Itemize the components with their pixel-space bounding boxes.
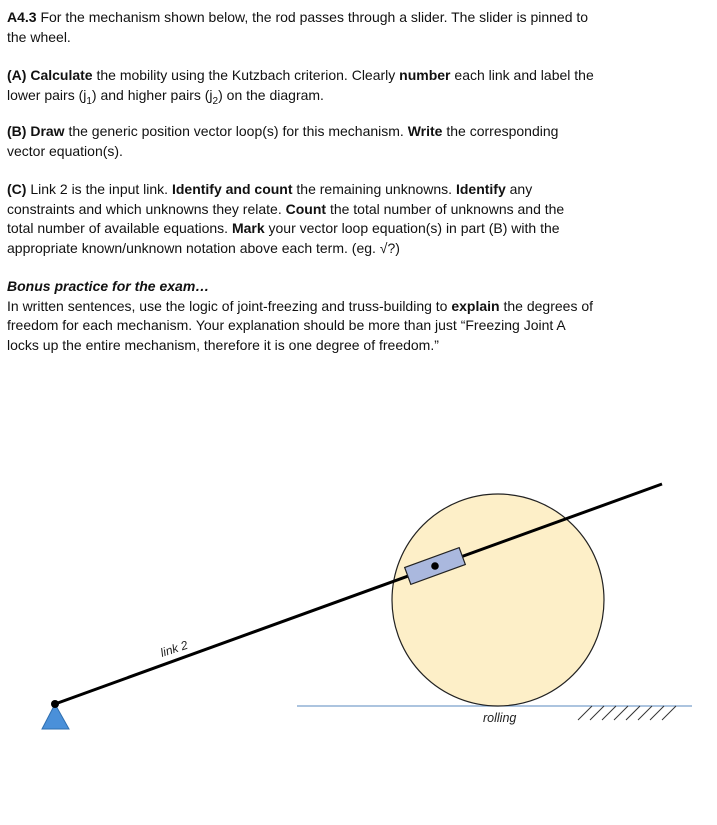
problem-number: A4.3 xyxy=(7,9,37,25)
bonus-section: Bonus practice for the exam… In written sentences, use the logic of joint-freezing and truss-building to explain the degrees of freedom for each mechanism. Your explanation should be more than just “Freezing Joint A locks up the entire mechanism, therefore it is one degree of freedom.” xyxy=(7,278,594,353)
pivot-pin xyxy=(51,700,59,708)
part-b: (B) Draw the generic position vector loop(s) for this mechanism. Write the corresponding vector equation(s). xyxy=(7,123,559,159)
part-a: (A) Calculate the mobility using the Kutzbach criterion. Clearly number each link and label the lower pairs $(j_1)$ and higher pairs $(j_2)$ on the diagram. xyxy=(7,67,594,107)
problem-intro: A4.3 For the mechanism shown below, the rod passes through a slider. The slider is pinned to the wheel. xyxy=(7,9,589,45)
slider-pin xyxy=(431,562,439,570)
link-2-label: link 2 xyxy=(158,637,190,660)
wheel xyxy=(392,494,604,706)
rolling-label: rolling xyxy=(483,711,517,725)
part-c: (C) Link 2 is the input link. Identify and count the remaining unknowns. Identify any constraints and which unknowns they relate. Count the total number of unknowns and the total number of available equations. Mark your vector loop equation(s) in part (B) with the appropriate known/unknown notation above each term. (eg. √?) xyxy=(7,181,565,256)
ground-hatch xyxy=(578,706,676,720)
bonus-title: Bonus practice for the exam… xyxy=(7,278,210,294)
